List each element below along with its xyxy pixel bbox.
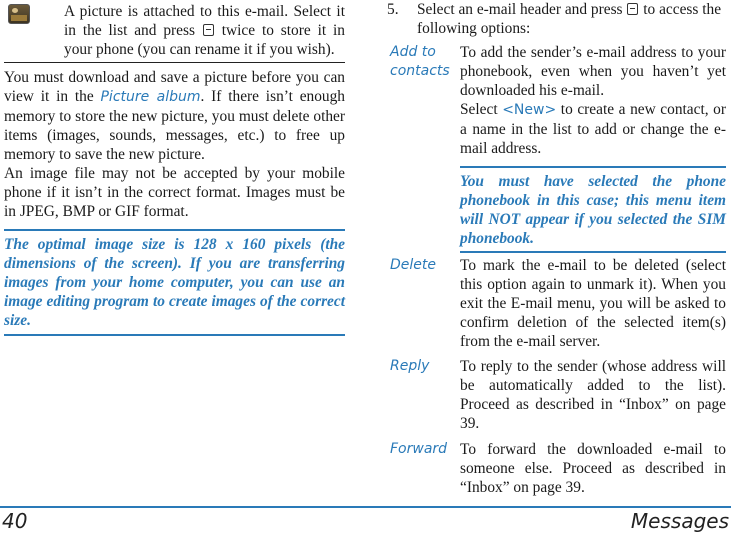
option-label: Forward bbox=[390, 441, 448, 457]
option-description: To forward the downloaded e-mail to someone else. Proceed as described in “Inbox” on page 39. bbox=[460, 441, 726, 496]
format-paragraph: An image file may not be accepted by your mobile phone if it isn’t in the correct format. Images must be in JPEG, BMP or GIF format. bbox=[4, 165, 345, 220]
option-label-line2: contacts bbox=[390, 63, 450, 79]
ok-key-icon bbox=[203, 24, 214, 36]
image-size-tip: The optimal image size is 128 x 160 pixels (the dimensions of the screen). If you are transferring images from your home computer, you can use an image editing program to create images of the correct size. bbox=[4, 229, 345, 336]
option-label-line1: Add to bbox=[390, 44, 436, 60]
step-5 bbox=[387, 0, 728, 38]
step5-text-after-key: to access the following options: bbox=[417, 1, 722, 37]
para1-before-link: You must download and save a picture before you can view it in the bbox=[4, 69, 345, 105]
note-text-after-key: twice to store it in your phone (you can rename it if you wish). bbox=[64, 22, 345, 58]
picture-icon bbox=[8, 4, 30, 24]
new-option-link: <New> bbox=[502, 102, 557, 118]
option-desc-part1: To add the sender’s e-mail address to your phonebook, even when you haven’t yet downloaded his e-mail. bbox=[460, 44, 726, 99]
download-paragraph bbox=[4, 68, 345, 164]
note-text-before-key: A picture is attached to this e-mail. Select it in the list and press bbox=[64, 3, 345, 39]
picture-note bbox=[4, 0, 345, 63]
footer-rule bbox=[0, 506, 731, 508]
ok-key-icon bbox=[627, 3, 638, 15]
option-desc-part2 bbox=[460, 100, 726, 158]
option-label bbox=[390, 43, 456, 81]
page-number: 40 bbox=[2, 509, 28, 533]
section-title: Messages bbox=[630, 509, 729, 533]
option-label: Delete bbox=[390, 257, 436, 273]
option-description: To mark the e-mail to be deleted (select this option again to unmark it). When you exit the E-mail menu, you will be asked to confirm deletion of the selected item(s) from the e-mail server. bbox=[460, 257, 726, 350]
desc-after-new: to create a new contact, or a name in the list to add or change the e-mail address. bbox=[460, 101, 726, 157]
step5-text-before-key: Select an e-mail header and press bbox=[417, 1, 623, 18]
option-description: To reply to the sender (whose address will be automatically added to the list). Proceed as described in “Inbox” on page 39. bbox=[460, 358, 726, 432]
para1-after-link: . If there isn’t enough memory to store the new picture, you must delete other items (images, sounds, messages, etc.) to free up memory to save the new picture. bbox=[4, 88, 346, 163]
phonebook-note: You must have selected the phone phonebook in this case; this menu item will NOT appear if you selected the SIM phonebook. bbox=[460, 166, 726, 253]
option-label: Reply bbox=[390, 358, 430, 374]
step-number: 5. bbox=[387, 1, 399, 18]
picture-album-link: Picture album bbox=[100, 89, 201, 105]
picture-note-text bbox=[64, 2, 345, 59]
option-description bbox=[460, 43, 726, 253]
left-column bbox=[4, 0, 345, 336]
right-column bbox=[387, 0, 728, 496]
option-add-to-contacts bbox=[387, 43, 728, 247]
desc-select-text: Select bbox=[460, 101, 498, 118]
